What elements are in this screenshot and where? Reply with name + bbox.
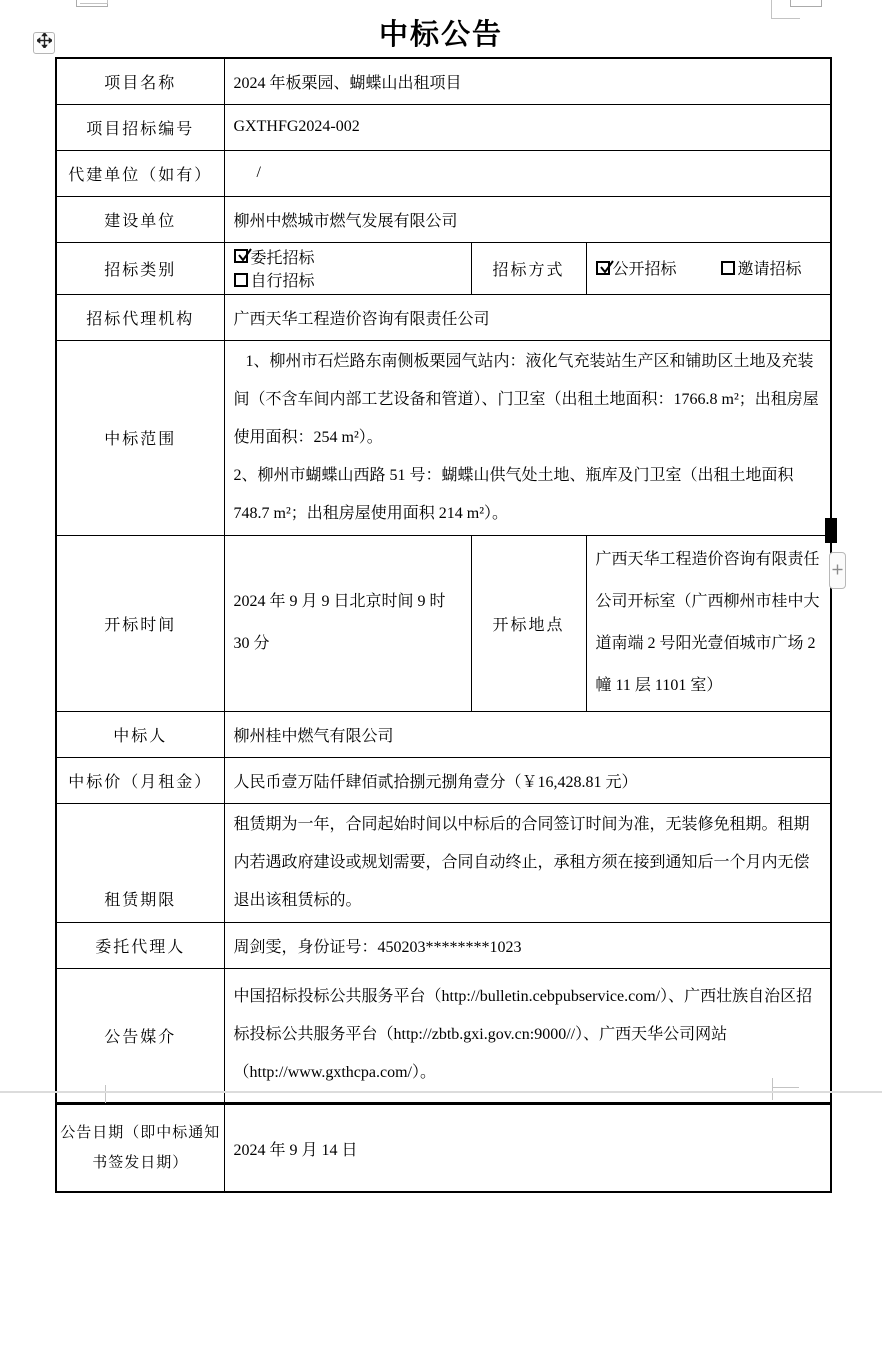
price-value-cell[interactable]: 人民币壹万陆仟肆佰贰拾捌元捌角壹分（￥16,428.81 元） [224, 757, 831, 803]
announcement-date-value-cell[interactable]: 2024 年 9 月 14 日 [224, 1104, 831, 1192]
table-row [56, 1104, 831, 1192]
opening-time-value-cell[interactable]: 2024 年 9 月 9 日北京时间 9 时 30 分 [224, 535, 471, 711]
opening-place-label-cell[interactable]: 开标地点 [471, 535, 586, 711]
table-row [56, 922, 831, 968]
column-drag-handle[interactable] [825, 518, 837, 543]
announcement-media-value-cell[interactable]: 中国招标投标公共服务平台（http://bulletin.cebpubservice.com/）、广西壮族自治区招标投标公共服务平台（http://zbtb.gxi.gov.cn:9000//）、广西天华公司网站（http://www.gxthcpa.com/）。 [224, 968, 831, 1103]
announcement-date-label-cell[interactable]: 公告日期（即中标通知书签发日期） [56, 1104, 224, 1192]
checkbox-option[interactable] [234, 268, 315, 291]
agency-value-cell[interactable]: 广西天华工程造价咨询有限责任公司 [224, 294, 831, 340]
table-row [56, 711, 831, 757]
page-top-right-tab [790, 0, 822, 7]
bid-scope-paragraph-2: 2、柳州市蝴蝶山西路 51 号：蝴蝶山供气处土地、瓶库及门卫室（出租土地面积 748.7 m²；出租房屋使用面积 214 m²）。 [233, 466, 794, 522]
announcement-media-label-cell[interactable]: 公告媒介 [56, 968, 224, 1103]
bid-number-label-cell[interactable]: 项目招标编号 [56, 104, 224, 150]
checkbox-label: 邀请招标 [737, 261, 802, 279]
bid-method-label-cell[interactable]: 招标方式 [471, 242, 586, 294]
text-boundary-mark-bottom-right-tick [772, 1087, 799, 1088]
checkbox-option[interactable] [596, 256, 677, 279]
table-row [56, 196, 831, 242]
insert-plus-button[interactable] [829, 552, 846, 589]
checkbox-option[interactable] [234, 245, 315, 268]
page-separator [0, 1091, 882, 1093]
bid-scope-value-cell[interactable] [224, 340, 831, 535]
construction-unit-label-cell[interactable]: 建设单位 [56, 196, 224, 242]
bid-method-options-cell[interactable] [586, 242, 831, 294]
construction-unit-value-cell[interactable]: 柳州中燃城市燃气发展有限公司 [224, 196, 831, 242]
table-move-handle[interactable] [33, 32, 55, 54]
bid-category-options-cell[interactable] [224, 242, 471, 294]
page-title: 中标公告 [378, 19, 503, 51]
table-row [56, 104, 831, 150]
checkbox-label: 委托招标 [250, 249, 315, 267]
project-name-label-cell[interactable]: 项目名称 [56, 58, 224, 104]
price-label-cell[interactable]: 中标价（月租金） [56, 757, 224, 803]
bid-category-label-cell[interactable]: 招标类别 [56, 242, 224, 294]
checkbox-checked-icon[interactable] [234, 249, 248, 263]
table-row [56, 242, 831, 294]
opening-time-label-cell[interactable]: 开标时间 [56, 535, 224, 711]
table-row [56, 58, 831, 104]
text-boundary-mark-bottom-right [772, 1078, 773, 1100]
table-row [56, 535, 831, 711]
checkbox-checked-icon[interactable] [596, 261, 610, 275]
table-row [56, 757, 831, 803]
checkbox-label: 自行招标 [250, 273, 315, 290]
bid-number-value-cell[interactable]: GXTHFG2024-002 [224, 104, 831, 150]
bid-scope-label-cell[interactable]: 中标范围 [56, 340, 224, 535]
lease-term-label-cell[interactable]: 租赁期限 [56, 803, 224, 922]
table-row [56, 150, 831, 196]
table-row [56, 803, 831, 922]
agent-construction-unit-label-cell[interactable]: 代建单位（如有） [56, 150, 224, 196]
table-row [56, 968, 831, 1103]
announcement-table-page2 [55, 1103, 832, 1193]
checkbox-unchecked-icon[interactable] [234, 273, 248, 287]
plus-icon [832, 562, 843, 580]
entrusted-agent-label-cell[interactable]: 委托代理人 [56, 922, 224, 968]
lease-term-value-cell[interactable]: 租赁期为一年，合同起始时间以中标后的合同签订时间为准，无装修免租期。租期内若遇政府建设或规划需要，合同自动终止，承租方须在接到通知后一个月内无偿退出该租赁标的。 [224, 803, 831, 922]
text-boundary-mark-top-left [80, 3, 108, 4]
winner-value-cell[interactable]: 柳州桂中燃气有限公司 [224, 711, 831, 757]
opening-place-value-cell[interactable]: 广西天华工程造价咨询有限责任公司开标室（广西柳州市桂中大道南端 2 号阳光壹佰城市广场 2 幢 11 层 1101 室） [586, 535, 831, 711]
announcement-table-page1 [55, 57, 832, 1104]
entrusted-agent-value-cell[interactable]: 周剑雯，身份证号：450203********1023 [224, 922, 831, 968]
agency-label-cell[interactable]: 招标代理机构 [56, 294, 224, 340]
checkbox-unchecked-icon[interactable] [721, 261, 735, 275]
checkbox-label: 公开招标 [612, 261, 677, 279]
table-row [56, 294, 831, 340]
agent-construction-unit-value-cell[interactable]: / [224, 150, 831, 196]
text-boundary-mark-top-left-tick [107, 0, 108, 4]
table-row [56, 340, 831, 535]
project-name-value-cell[interactable]: 2024 年板栗园、蝴蝶山出租项目 [224, 58, 831, 104]
bid-scope-paragraph-1: 1、柳州市石烂路东南侧板栗园气站内：液化气充装站生产区和铺助区土地及充装间（不含车间内部工艺设备和管道）、门卫室（出租土地面积：1766.8 m²；出租房屋使用面积：254 m²）。 [233, 352, 819, 446]
winner-label-cell[interactable]: 中标人 [56, 711, 224, 757]
checkbox-option[interactable] [721, 256, 802, 279]
table-move-icon [37, 33, 52, 53]
